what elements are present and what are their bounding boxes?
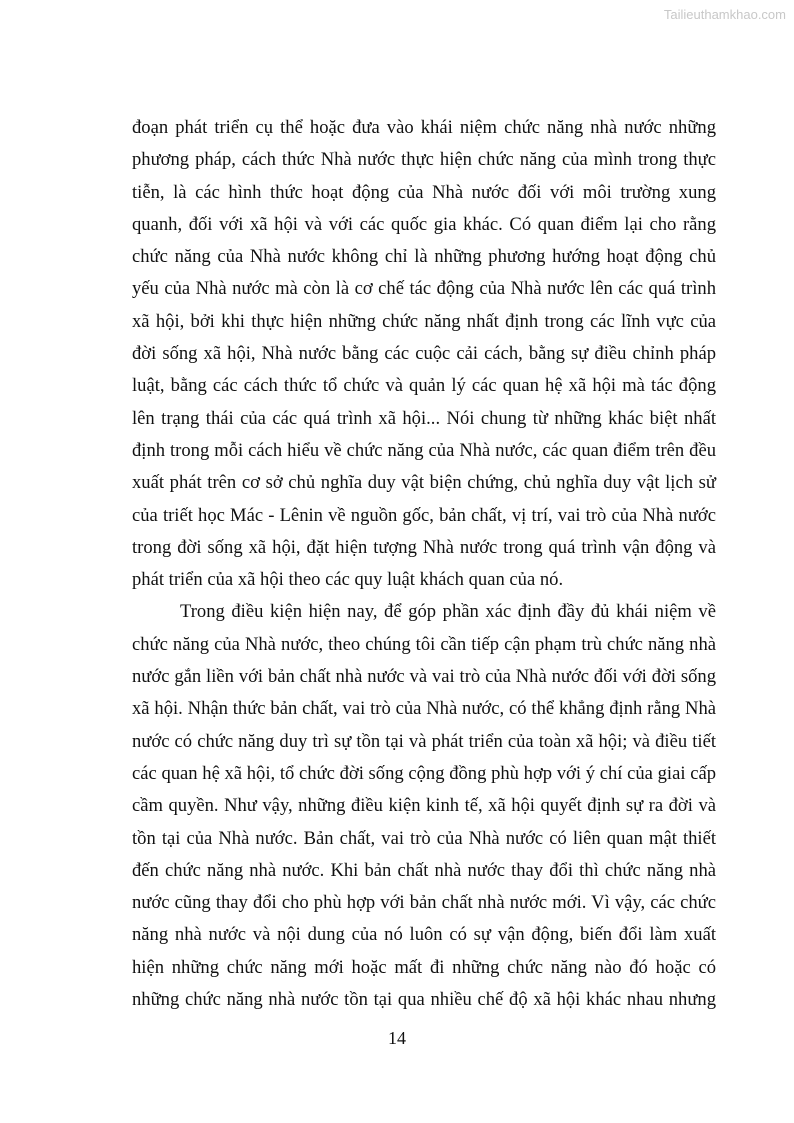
text-line: đến chức năng nhà nước. Khi bản chất nhà nước thay đổi thì chức năng nhà xyxy=(132,859,716,881)
text-line: tồn tại của Nhà nước. Bản chất, vai trò của Nhà nước có liên quan mật thiết xyxy=(132,827,716,849)
text-line: tiễn, là các hình thức hoạt động của Nhà nước đối với môi trường xung xyxy=(132,181,716,203)
text-line: xã hội, bởi khi thực hiện những chức năng nhất định trong các lĩnh vực của xyxy=(132,310,716,332)
watermark: Tailieuthamkhao.com xyxy=(663,7,786,22)
text-line: của triết học Mác - Lênin về nguồn gốc, bản chất, vị trí, vai trò của Nhà nước xyxy=(132,504,716,526)
text-line: cầm quyền. Như vậy, những điều kiện kinh tế, xã hội quyết định sự ra đời và xyxy=(132,795,716,817)
text-line: nước gắn liền với bản chất nhà nước và vai trò của Nhà nước đối với đời sống xyxy=(132,666,716,688)
text-line: chức năng của Nhà nước, theo chúng tôi cần tiếp cận phạm trù chức năng nhà xyxy=(132,633,716,655)
text-line: các quan hệ xã hội, tổ chức đời sống cộng đồng phù hợp với ý chí của giai cấp xyxy=(132,762,716,784)
text-line: nước có chức năng duy trì sự tồn tại và phát triển của toàn xã hội; và điều tiết xyxy=(132,730,716,752)
page-number: 14 xyxy=(388,1028,406,1048)
text-line: xã hội. Nhận thức bản chất, vai trò của Nhà nước, có thể khẳng định rằng Nhà xyxy=(132,698,716,720)
text-line: phát triển của xã hội theo các quy luật khách quan của nó. xyxy=(132,569,564,591)
paragraph-1 xyxy=(132,112,716,596)
text-line: đời sống xã hội, Nhà nước bằng các cuộc cải cách, bằng sự điều chỉnh pháp xyxy=(132,343,716,365)
text-line: luật, bằng các cách thức tổ chức và quản lý các quan hệ xã hội mà tác động xyxy=(132,375,716,397)
text-line: những chức năng nhà nước tồn tại qua nhiều chế độ xã hội khác nhau nhưng xyxy=(132,989,716,1011)
text-line: năng nhà nước và nội dung của nó luôn có sự vận động, biến đổi làm xuất xyxy=(132,924,716,946)
text-line: định trong mỗi cách hiểu về chức năng của Nhà nước, các quan điểm trên đều xyxy=(132,439,716,461)
text-line: hiện những chức năng mới hoặc mất đi những chức năng nào đó hoặc có xyxy=(132,956,716,978)
text-line: chức năng của Nhà nước không chỉ là những phương hướng hoạt động chủ xyxy=(132,246,716,268)
text-line: quanh, đối với xã hội và với các quốc gia khác. Có quan điểm lại cho rằng xyxy=(132,213,716,235)
page-body xyxy=(132,112,716,1016)
text-line: phương pháp, cách thức Nhà nước thực hiện chức năng của mình trong thực xyxy=(132,149,716,171)
text-line: yếu của Nhà nước mà còn là cơ chế tác động của Nhà nước lên các quá trình xyxy=(132,278,716,300)
text-line: xuất phát trên cơ sở chủ nghĩa duy vật biện chứng, chủ nghĩa duy vật lịch sử xyxy=(132,472,716,494)
text-line: đoạn phát triển cụ thể hoặc đưa vào khái niệm chức năng nhà nước những xyxy=(132,117,716,138)
text-line: trong đời sống xã hội, đặt hiện tượng Nhà nước trong quá trình vận động và xyxy=(132,536,716,558)
paragraph-2 xyxy=(132,596,716,1016)
text-line: nước cũng thay đổi cho phù hợp với bản chất nhà nước mới. Vì vậy, các chức xyxy=(132,892,716,914)
text-line: lên trạng thái của các quá trình xã hội... Nói chung từ những khác biệt nhất xyxy=(132,407,716,429)
text-line: Trong điều kiện hiện nay, để góp phần xác định đầy đủ khái niệm về xyxy=(180,601,716,623)
